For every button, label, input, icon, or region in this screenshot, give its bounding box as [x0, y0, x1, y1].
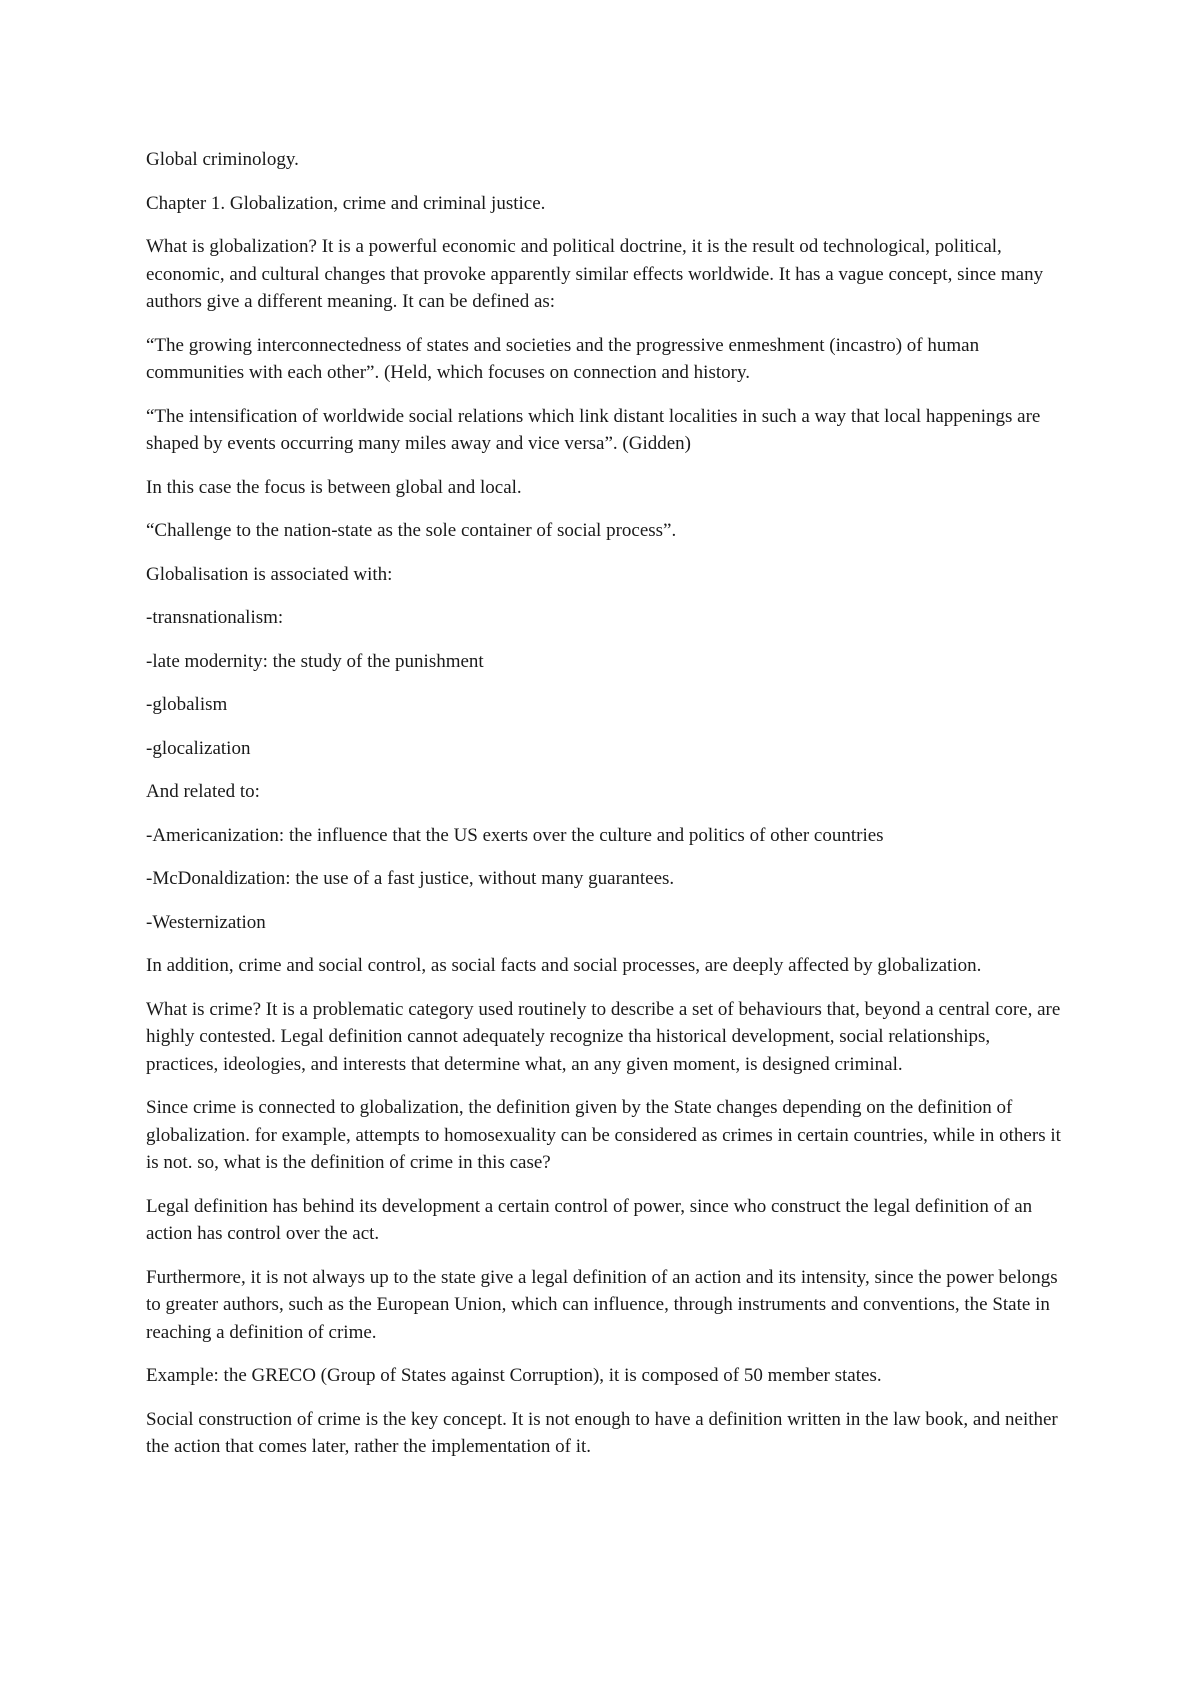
paragraph: In addition, crime and social control, as social facts and social processes, are deeply affected by globalization.	[146, 955, 982, 976]
paragraph: In this case the focus is between global and local.	[146, 476, 522, 498]
paragraph: Legal definition has behind its development a certain control of power, since who construct the legal definition of an action has control over the act.	[146, 1195, 1033, 1244]
paragraph: “The intensification of worldwide social relations which link distant localities in such a way that local happenings are shaped by events occurring many miles away and vice versa”. (Gidden)	[146, 405, 1041, 454]
paragraph: And related to:	[146, 781, 260, 802]
list-item: -Westernization	[146, 911, 266, 933]
paragraph: Example: the GRECO (Group of States against Corruption), it is composed of 50 member states.	[146, 1365, 882, 1386]
document-body	[146, 146, 1066, 1477]
list-item: -transnationalism:	[146, 607, 284, 628]
list-item: -late modernity: the study of the punishment	[146, 650, 484, 672]
list-item: -McDonaldization: the use of a fast justice, without many guarantees.	[146, 868, 675, 889]
paragraph: What is globalization? It is a powerful economic and political doctrine, it is the result od technological, political, economic, and cultural changes that provoke apparently similar effects worldwide. It has a vague concept, since many authors give a different meaning. It can be defined as:	[146, 236, 1044, 312]
paragraph: What is crime? It is a problematic category used routinely to describe a set of behaviours that, beyond a central core, are highly contested. Legal definition cannot adequately recognize tha historical development, social relationships, practices, ideologies, and interests that determine what, an any given moment, is designed criminal.	[146, 998, 1061, 1075]
paragraph: “Challenge to the nation-state as the sole container of social process”.	[146, 520, 677, 541]
document-title: Global criminology.	[146, 149, 299, 170]
list-item: -Americanization: the influence that the US exerts over the culture and politics of other countries	[146, 824, 884, 846]
paragraph: Social construction of crime is the key concept. It is not enough to have a definition written in the law book, and neither the action that comes later, rather the implementation of it.	[146, 1408, 1058, 1457]
paragraph: Furthermore, it is not always up to the state give a legal definition of an action and its intensity, since the power belongs to greater authors, such as the European Union, which can influence, through instruments and conventions, the State in reaching a definition of crime.	[146, 1266, 1058, 1343]
paragraph: Since crime is connected to globalization, the definition given by the State changes depending on the definition of globalization. for example, attempts to homosexuality can be considered as crimes in certain countries, while in others it is not. so, what is the definition of crime in this case?	[146, 1097, 1061, 1173]
paragraph: “The growing interconnectedness of states and societies and the progressive enmeshment (incastro) of human communities with each other”. (Held, which focuses on connection and history.	[146, 334, 980, 383]
list-item: -glocalization	[146, 737, 251, 759]
chapter-heading: Chapter 1. Globalization, crime and criminal justice.	[146, 192, 546, 214]
list-item: -globalism	[146, 694, 228, 715]
paragraph: Globalisation is associated with:	[146, 563, 393, 585]
